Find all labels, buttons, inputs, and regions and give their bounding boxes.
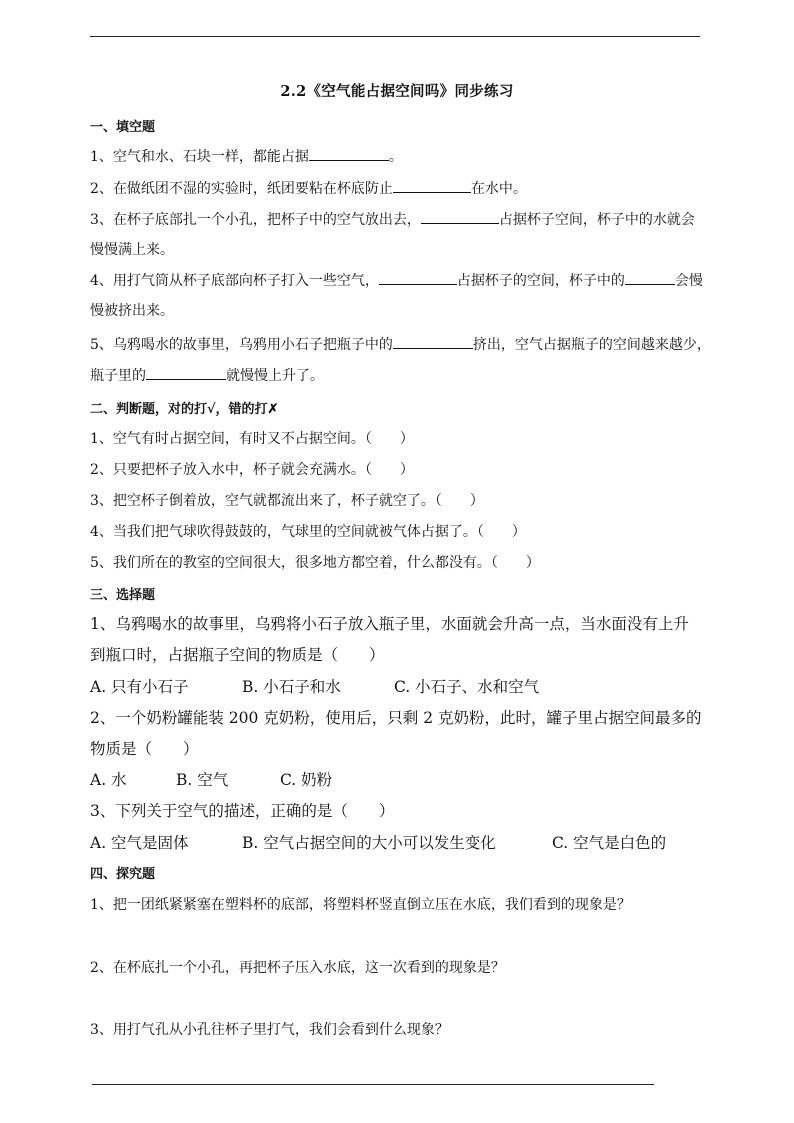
choice-question-2-line-1: 2、一个奶粉罐能装 200 克奶粉，使用后，只剩 2 克奶粉，此时，罐子里占据空间最多的 [90,709,702,727]
inquiry-question: 1、把一团纸紧紧塞在塑料杯的底部，将塑料杯竖直倒立压在水底，我们看到的现象是？ [90,897,631,913]
choice-question-3: 3、下列关于空气的描述，正确的是（ ） [90,802,395,820]
section-multiple-choice-heading: 三、选择题 [90,588,156,603]
choice-question-3-options [90,831,666,853]
fill-blank-question-5: 5、乌鸦喝水的故事里，乌鸦用小石子把瓶子中的 挤出，空气占据瓶子的空间越来越少， [90,337,711,353]
choice-option[interactable]: B. 小石子和水 [242,678,341,696]
answer-blank[interactable] [393,179,471,193]
true-false-item: 5、我们所在的教室的空间很大，很多地方都空着，什么都没有。（ ） [90,555,540,571]
fill-blank-question-5-cont: 瓶子里的 就慢慢上升了。 [90,368,324,384]
answer-blank[interactable] [146,366,226,380]
section-inquiry-heading: 四、探究题 [90,867,156,882]
true-false-item: 4、当我们把气球吹得鼓鼓的，气球里的空间就被气体占据了。（ ） [90,524,526,540]
choice-option[interactable]: B. 空气占据空间的大小可以发生变化 [242,834,496,852]
inquiry-question: 3、用打气孔从小孔往杯子里打气，我们会看到什么现象？ [90,1022,449,1038]
choice-option[interactable]: C. 空气是白色的 [552,834,667,852]
fill-blank-question-4: 4、用打气筒从杯子底部向杯子打入一些空气， 占据杯子的空间，杯子中的 会慢 [90,273,703,289]
answer-blank[interactable] [625,271,675,285]
fill-blank-question-2: 2、在做纸团不湿的实验时，纸团要粘在杯底防止 在水中。 [90,181,527,197]
worksheet-title: 2.2《空气能占据空间吗》同步练习 [280,83,514,100]
section-fill-blank-heading: 一、填空题 [90,120,156,135]
fill-blank-question-1: 1、空气和水、石块一样，都能占据 。 [90,149,403,165]
section-true-false-heading: 二、判断题，对的打√，错的打✗ [90,402,279,417]
choice-question-2-line-2: 物质是（ ） [90,740,199,758]
answer-blank[interactable] [393,335,473,349]
fill-blank-question-3-cont: 慢慢满上来。 [90,242,174,258]
choice-question-1-line-1: 1、乌鸦喝水的故事里，乌鸦将小石子放入瓶子里，水面就会升高一点，当水面没有上升 [90,615,689,633]
choice-option[interactable]: C. 奶粉 [280,771,333,789]
choice-option[interactable]: C. 小石子、水和空气 [394,678,540,696]
answer-blank[interactable] [309,147,389,161]
choice-question-1-line-2: 到瓶口时，占据瓶子空间的物质是（ ） [90,646,385,664]
choice-question-2-options [90,768,332,790]
true-false-item: 1、空气有时占据空间，有时又不占据空间。（ ） [90,431,414,447]
fill-blank-question-3: 3、在杯子底部扎一个小孔，把杯子中的空气放出去， 占据杯子空间，杯子中的水就会 [90,212,695,228]
choice-option[interactable]: A. 空气是固体 [90,834,189,852]
true-false-item: 2、只要把杯子放入水中，杯子就会充满水。（ ） [90,462,414,478]
header-rule [90,36,700,37]
footer-rule [92,1084,654,1085]
fill-blank-question-4-cont: 慢被挤出来。 [90,303,174,319]
answer-blank[interactable] [379,271,457,285]
choice-option[interactable]: A. 只有小石子 [90,678,189,696]
true-false-item: 3、把空杯子倒着放，空气就都流出来了，杯子就空了。（ ） [90,493,484,509]
answer-blank[interactable] [421,210,499,224]
choice-question-1-options [90,675,539,697]
choice-option[interactable]: A. 水 [90,771,127,789]
choice-option[interactable]: B. 空气 [176,771,229,789]
inquiry-question: 2、在杯底扎一个小孔，再把杯子压入水底，这一次看到的现象是？ [90,960,505,976]
